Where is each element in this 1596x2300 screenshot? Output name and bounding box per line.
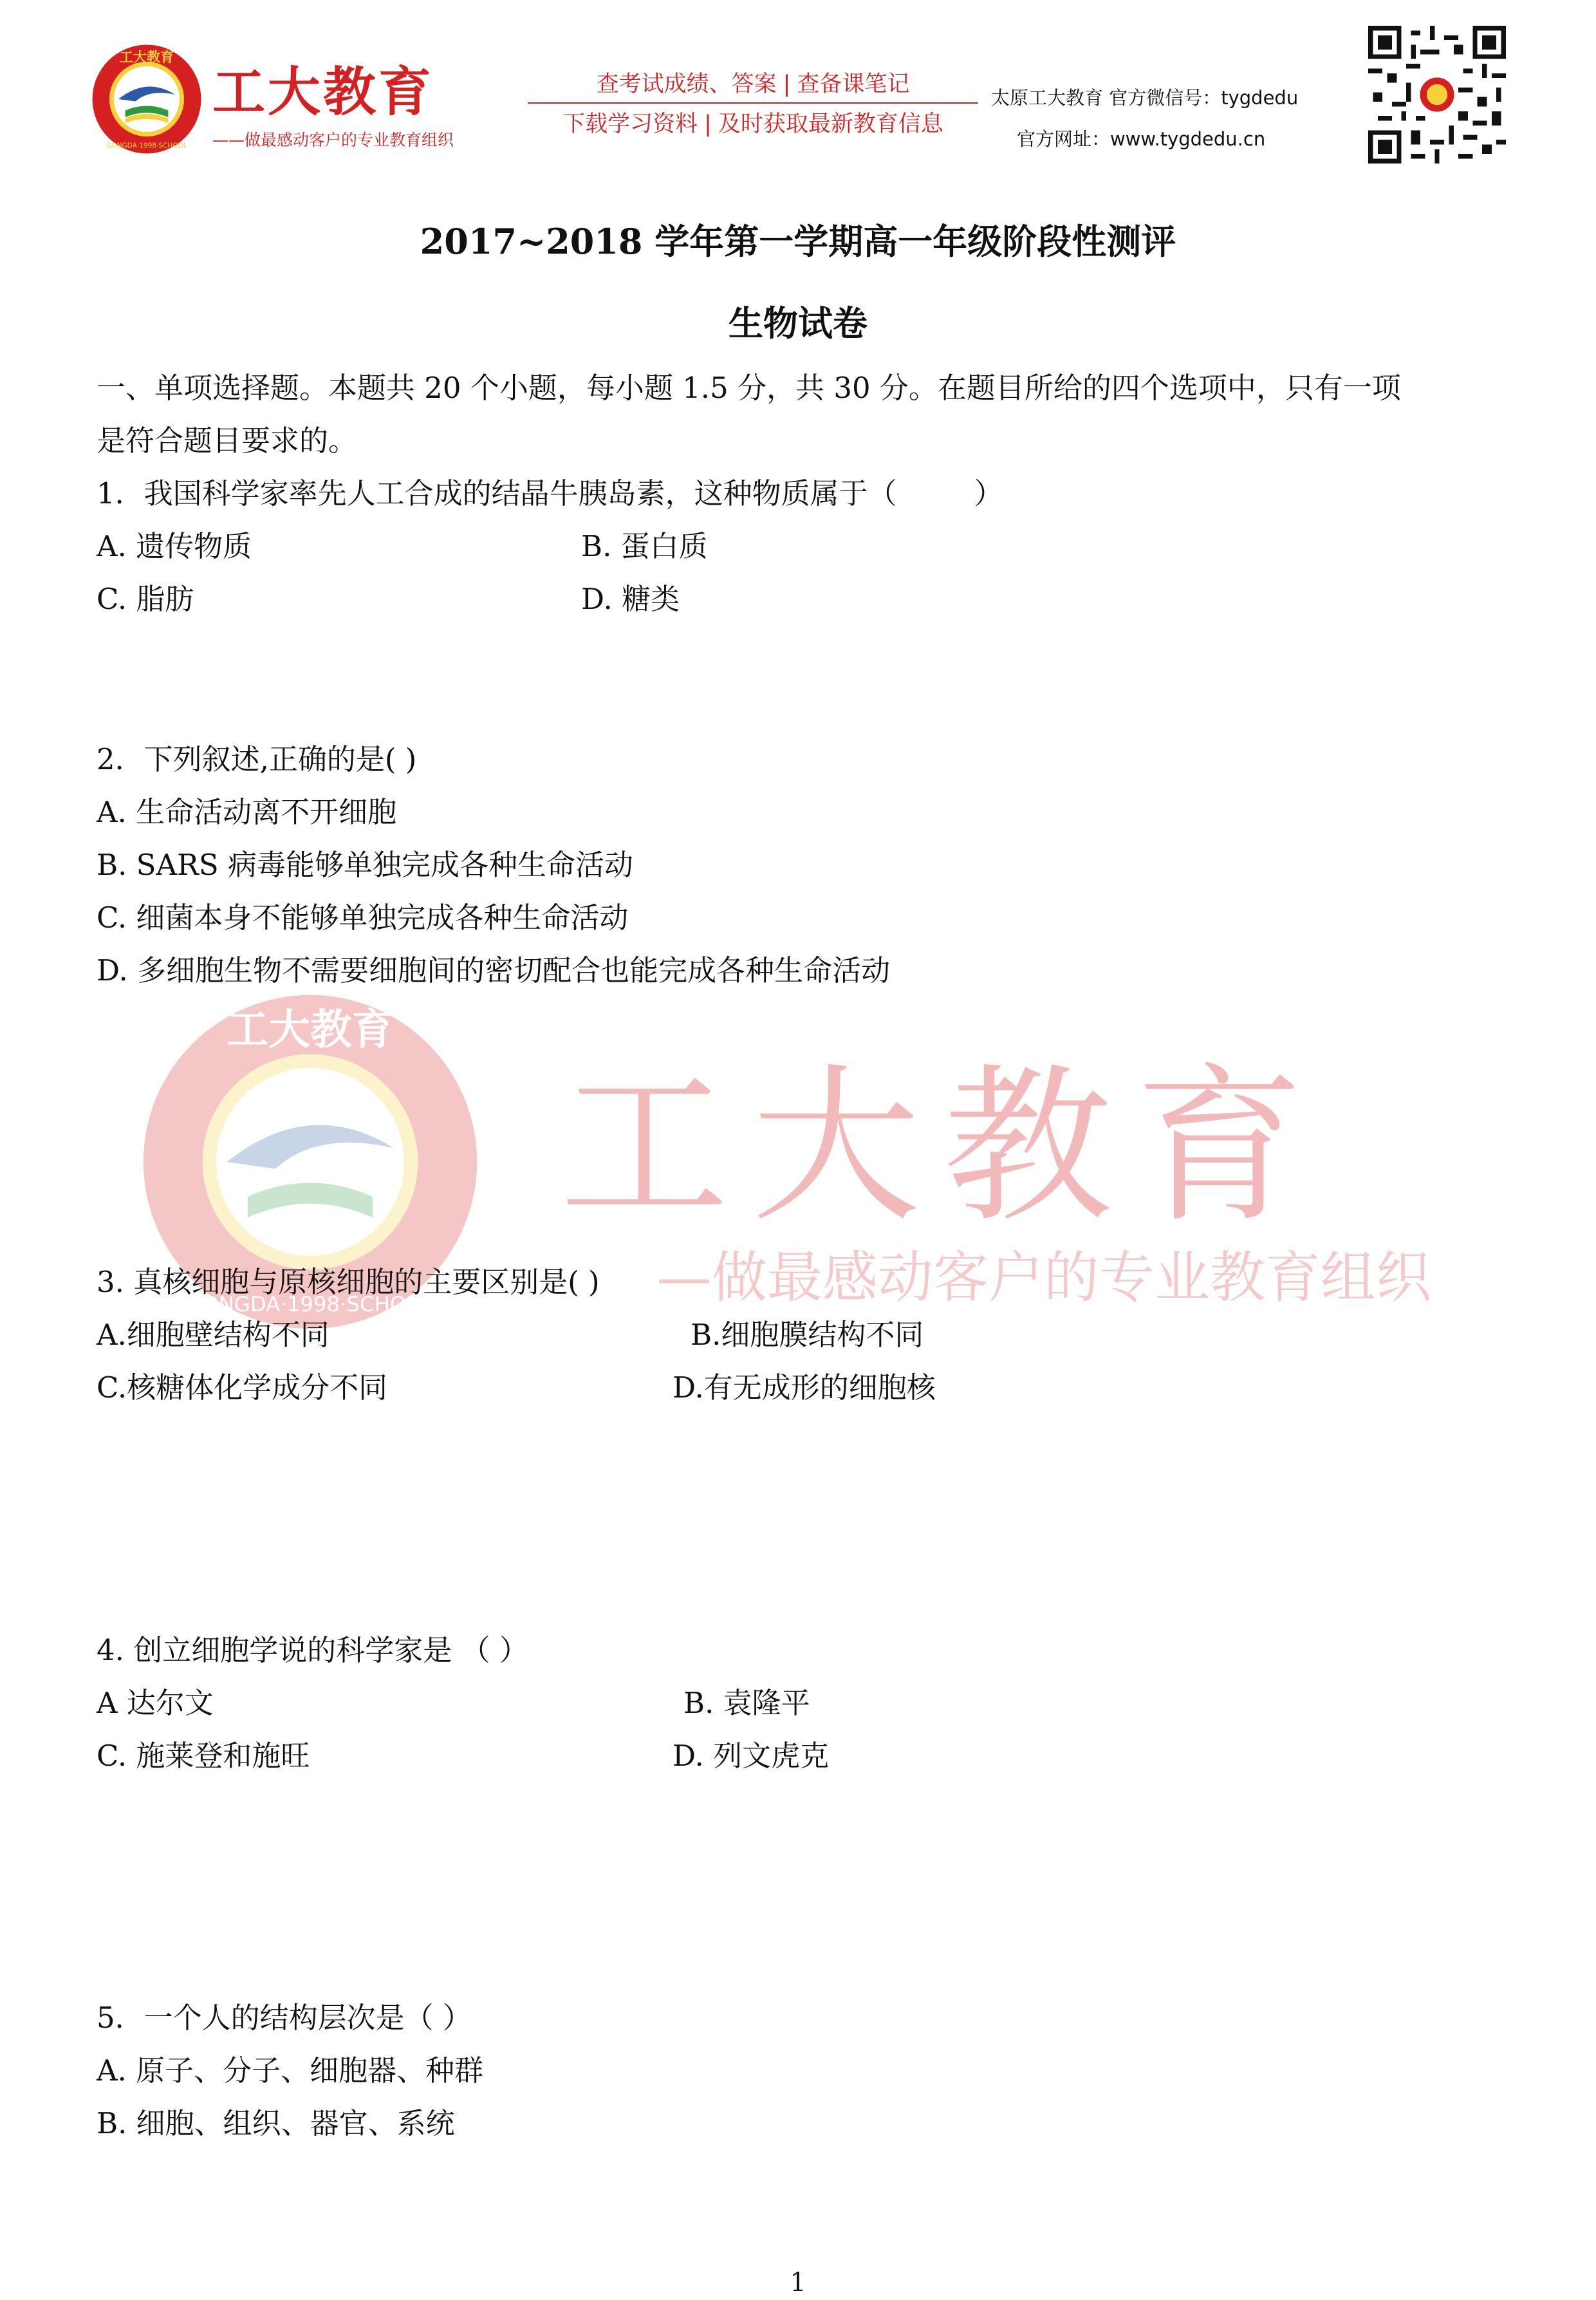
question-3-option-b: B.细胞膜结构不同 [691,1318,924,1352]
question-5-stem: 5．一个人的结构层次是（ ） [97,2001,472,2035]
header-promo [528,64,978,144]
svg-text:GONGDA·1998·SCHOOL: GONGDA·1998·SCHOOL [106,142,187,150]
school-emblem-icon [90,42,203,156]
section-instructions-line-2: 是符合题目要求的。 [97,424,358,458]
official-info [991,77,1351,160]
promo-separator: | [783,71,791,97]
promo-link-download[interactable]: 下载学习资料 [562,111,698,137]
brand-slogan: ——做最感动客户的专业教育组织 [212,131,454,149]
official-wechat: 太原工大教育 官方微信号：tygdedu [991,87,1299,109]
question-3-stem: 3. 真核细胞与原核细胞的主要区别是( ) [97,1265,600,1299]
exam-subject: 生物试卷 [728,303,868,344]
exam-title: 2017~2018 学年第一学期高一年级阶段性测评 [420,221,1176,262]
watermark-slogan: —做最感动客户的专业教育组织 [656,1246,1431,1310]
promo-line-1 [528,64,978,104]
question-5-option-b: B. 细胞、组织、器官、系统 [97,2106,455,2140]
promo-line-2 [528,104,978,144]
question-4-option-c: C. 施莱登和施旺 [97,1739,310,1773]
promo-divider [528,102,978,104]
question-2-option-b: B. SARS 病毒能够单独完成各种生命活动 [97,848,634,882]
question-1-option-d: D. 糖类 [581,582,680,616]
brand-name: 工大教育 [212,62,434,123]
question-3-option-d: D.有无成形的细胞核 [673,1370,936,1405]
question-1-stem [97,467,1003,520]
svg-text:GONGDA·1998·SCHOOL: GONGDA·1998·SCHOOL [185,1292,435,1317]
question-2-stem: 2．下列叙述,正确的是( ) [97,742,417,776]
question-1-close-paren: ） [974,476,1003,510]
official-website[interactable]: 官方网址：www.tygdedu.cn [1017,128,1266,150]
brand-logo [90,37,476,160]
promo-separator: | [704,111,712,137]
question-4-option-b: B. 袁隆平 [683,1686,810,1720]
question-2-option-a: A. 生命活动离不开细胞 [97,795,397,829]
question-1-text: 1．我国科学家率先人工合成的结晶牛胰岛素，这种物质属于（ [97,476,897,510]
promo-link-notes[interactable]: 查备课笔记 [797,71,910,97]
svg-text:工大教育: 工大教育 [119,48,174,65]
question-1-option-b: B. 蛋白质 [581,529,708,563]
watermark-title: 工大教育 [560,1049,1327,1245]
question-4-option-d: D. 列文虎克 [673,1739,830,1773]
page-number: 1 [790,2268,806,2297]
question-2-option-d: D. 多细胞生物不需要细胞间的密切配合也能完成各种生命活动 [97,953,891,987]
section-instructions-line-1: 一、单项选择题。本题共 20 个小题，每小题 1.5 分，共 30 分。在题目所给的四个选项中，只有一项 [97,371,1401,405]
qr-code-icon [1368,26,1506,164]
question-4-stem: 4. 创立细胞学说的科学家是 （ ） [97,1633,528,1667]
promo-link-scores[interactable]: 查考试成绩、答案 [596,71,777,97]
question-1-option-a: A. 遗传物质 [97,529,252,563]
question-5-option-a: A. 原子、分子、细胞器、种群 [97,2053,484,2088]
question-3-option-c: C.核糖体化学成分不同 [97,1370,388,1405]
question-3-option-a: A.细胞壁结构不同 [97,1318,329,1352]
question-2-option-c: C. 细菌本身不能够单独完成各种生命活动 [97,901,629,935]
svg-text:工大教育: 工大教育 [227,1005,394,1054]
promo-link-news[interactable]: 及时获取最新教育信息 [718,111,943,137]
section-instructions [97,362,1512,467]
question-4-option-a: A 达尔文 [97,1686,214,1720]
question-1-option-c: C. 脂肪 [97,582,194,616]
